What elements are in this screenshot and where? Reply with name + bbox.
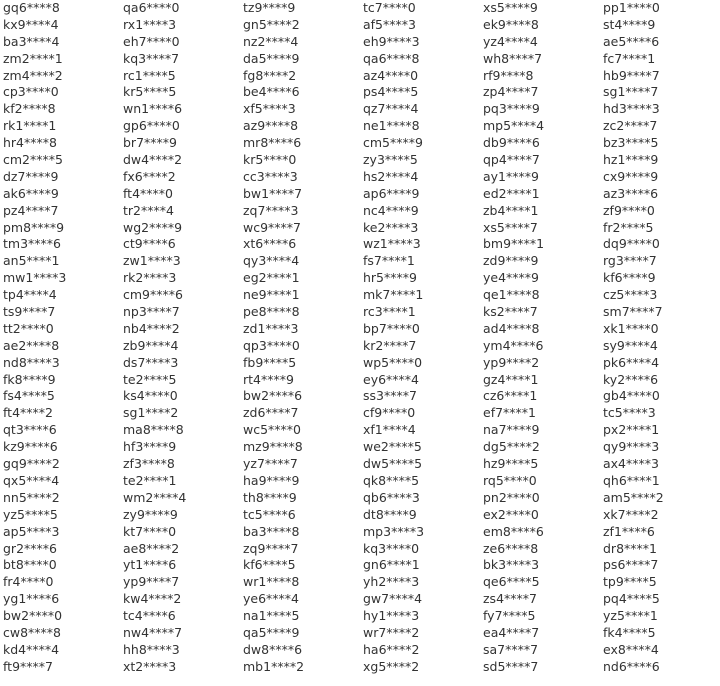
- masked-id-cell: kf2****8: [3, 101, 56, 117]
- masked-id-cell: zf1****6: [603, 523, 655, 539]
- masked-id-cell: zp4****7: [483, 84, 539, 100]
- masked-id-cell: ke2****3: [363, 219, 419, 235]
- masked-id-cell: bw2****0: [3, 608, 63, 624]
- masked-id-cell: sd5****7: [483, 658, 539, 674]
- masked-id-cell: rk1****1: [3, 118, 57, 134]
- masked-id-cell: zd1****3: [243, 320, 299, 336]
- masked-id-cell: ea4****7: [483, 624, 540, 640]
- masked-id-cell: pp1****0: [603, 0, 660, 15]
- masked-id-cell: gb4****0: [603, 388, 660, 404]
- masked-id-cell: wc5****0: [243, 422, 302, 438]
- masked-id-cell: yz5****1: [603, 608, 658, 624]
- masked-id-cell: hf3****9: [123, 439, 177, 455]
- masked-id-cell: eh7****0: [123, 33, 180, 49]
- masked-id-cell: zf9****0: [603, 202, 655, 218]
- masked-id-cell: cf9****0: [363, 405, 416, 421]
- masked-id-cell: ks2****7: [483, 304, 538, 320]
- masked-id-cell: kq3****7: [123, 50, 180, 66]
- masked-id-cell: wz1****3: [363, 236, 421, 252]
- masked-id-cell: nd8****3: [3, 354, 60, 370]
- masked-id-cell: cw8****8: [3, 624, 62, 640]
- masked-id-cell: ym4****6: [483, 337, 544, 353]
- masked-id-cell: zb4****1: [483, 202, 539, 218]
- masked-id-cell: xs5****9: [483, 0, 538, 15]
- masked-id-cell: kf6****9: [603, 270, 656, 286]
- masked-id-cell: na7****9: [483, 422, 540, 438]
- masked-id-cell: wc9****7: [243, 219, 302, 235]
- masked-id-cell: fc7****1: [603, 50, 656, 66]
- masked-id-cell: wm2****4: [123, 489, 187, 505]
- masked-id-cell: dq9****0: [603, 236, 660, 252]
- masked-id-cell: xt6****6: [243, 236, 297, 252]
- masked-id-cell: ts9****7: [3, 304, 56, 320]
- masked-id-cell: bt8****0: [3, 557, 57, 573]
- masked-id-cell: yp9****2: [483, 354, 540, 370]
- masked-id-cell: pk6****4: [603, 354, 660, 370]
- masked-id-cell: gn6****1: [363, 557, 420, 573]
- masked-id-cell: da5****9: [243, 50, 300, 66]
- masked-id-cell: tc7****0: [363, 0, 416, 15]
- masked-id-cell: th8****9: [243, 489, 297, 505]
- masked-id-cell: cp3****0: [3, 84, 59, 100]
- masked-id-cell: bw1****7: [243, 185, 303, 201]
- masked-id-cell: az3****6: [603, 185, 659, 201]
- masked-id-cell: nw4****7: [123, 624, 183, 640]
- masked-id-cell: hz9****5: [483, 456, 539, 472]
- masked-id-cell: ye6****4: [243, 591, 299, 607]
- masked-id-cell: dz7****9: [3, 168, 59, 184]
- masked-id-cell: ft4****0: [123, 185, 173, 201]
- masked-id-cell: fk4****5: [603, 624, 656, 640]
- masked-id-cell: sy9****4: [603, 337, 658, 353]
- masked-id-cell: cm2****5: [3, 152, 63, 168]
- masked-id-cell: qa5****9: [243, 624, 300, 640]
- masked-id-cell: px2****1: [603, 422, 660, 438]
- masked-id-cell: ne9****1: [243, 287, 300, 303]
- masked-id-cell: zy3****5: [363, 152, 418, 168]
- masked-id-cell: mb1****2: [243, 658, 305, 674]
- masked-id-cell: zs4****7: [483, 591, 537, 607]
- masked-id-cell: cm5****9: [363, 135, 423, 151]
- masked-id-cell: rf9****8: [483, 67, 534, 83]
- masked-id-cell: mr8****6: [243, 135, 302, 151]
- masked-id-cell: be4****6: [243, 84, 300, 100]
- masked-id-cell: ef7****1: [483, 405, 536, 421]
- masked-id-cell: dr8****1: [603, 540, 657, 556]
- masked-id-cell: ne1****8: [363, 118, 420, 134]
- masked-id-cell: yg1****6: [3, 591, 60, 607]
- masked-id-cell: cx9****9: [603, 168, 659, 184]
- masked-id-cell: nb4****2: [123, 320, 180, 336]
- masked-id-cell: tr2****4: [123, 202, 174, 218]
- masked-id-cell: cc3****3: [243, 168, 298, 184]
- masked-id-cell: gz4****1: [483, 371, 539, 387]
- masked-id-cell: ae5****6: [603, 33, 660, 49]
- masked-id-cell: na1****5: [243, 608, 300, 624]
- masked-id-cell: dw5****5: [363, 456, 423, 472]
- masked-id-cell: fr2****5: [603, 219, 654, 235]
- masked-id-cell: bp7****0: [363, 320, 420, 336]
- masked-id-cell: mz9****8: [243, 439, 303, 455]
- masked-id-cell: sa7****7: [483, 641, 539, 657]
- masked-id-cell: zd9****9: [483, 253, 539, 269]
- masked-id-cell: ha9****9: [243, 472, 300, 488]
- masked-id-cell: az9****8: [243, 118, 299, 134]
- masked-id-cell: rq5****0: [483, 472, 537, 488]
- masked-id-cell: wn1****6: [123, 101, 183, 117]
- masked-id-cell: gw7****4: [363, 591, 423, 607]
- masked-id-cell: wr1****8: [243, 574, 300, 590]
- masked-id-cell: gq6****8: [3, 0, 60, 15]
- masked-id-cell: ek9****8: [483, 16, 539, 32]
- masked-id-cell: fs7****1: [363, 253, 415, 269]
- masked-id-cell: ay1****9: [483, 168, 539, 184]
- masked-id-cell: fk8****9: [3, 371, 56, 387]
- masked-id-cell: rx1****3: [123, 16, 177, 32]
- masked-id-cell: yz7****7: [243, 456, 298, 472]
- masked-id-cell: yp9****7: [123, 574, 180, 590]
- masked-id-cell: af5****3: [363, 16, 416, 32]
- masked-id-cell: ky2****6: [603, 371, 659, 387]
- masked-id-cell: az4****0: [363, 67, 419, 83]
- masked-id-cell: ed2****1: [483, 185, 540, 201]
- masked-id-cell: ey6****4: [363, 371, 419, 387]
- masked-id-cell: zq9****7: [243, 540, 299, 556]
- masked-id-cell: sg1****7: [603, 84, 659, 100]
- masked-id-cell: pm8****9: [3, 219, 65, 235]
- masked-id-cell: hy1****3: [363, 608, 420, 624]
- masked-id-cell: mp5****4: [483, 118, 545, 134]
- masked-id-cell: we2****5: [363, 439, 422, 455]
- masked-id-cell: kd4****4: [3, 641, 60, 657]
- masked-id-cell: qt3****6: [3, 422, 57, 438]
- masked-id-cell: ye4****9: [483, 270, 539, 286]
- masked-id-cell: ae8****2: [123, 540, 180, 556]
- masked-id-cell: qb6****3: [363, 489, 420, 505]
- masked-id-cell: sm7****7: [603, 304, 663, 320]
- masked-id-cell: ct9****6: [123, 236, 176, 252]
- masked-id-cell: xf1****4: [363, 422, 416, 438]
- masked-id-cell: kx9****4: [3, 16, 59, 32]
- masked-id-cell: qa6****8: [363, 50, 420, 66]
- masked-id-cell: ax4****3: [603, 456, 659, 472]
- masked-id-cell: ps6****7: [603, 557, 659, 573]
- masked-id-cell: ma8****8: [123, 422, 184, 438]
- masked-id-cell: xf5****3: [243, 101, 296, 117]
- masked-id-cell: ba3****8: [243, 523, 300, 539]
- masked-id-cell: cz6****1: [483, 388, 538, 404]
- masked-id-cell: kw4****2: [123, 591, 182, 607]
- masked-id-cell: fr4****0: [3, 574, 54, 590]
- masked-id-cell: mw1****3: [3, 270, 67, 286]
- masked-id-cell: yz5****5: [3, 506, 58, 522]
- masked-id-cell: mk7****1: [363, 287, 424, 303]
- masked-id-cell: kr5****5: [123, 84, 177, 100]
- masked-id-cell: rg3****7: [603, 253, 657, 269]
- masked-id-cell: tt2****0: [3, 320, 54, 336]
- masked-id-cell: zm4****2: [3, 67, 63, 83]
- masked-id-cell: ex8****4: [603, 641, 659, 657]
- masked-id-cell: hh8****3: [123, 641, 180, 657]
- masked-id-cell: pe8****8: [243, 304, 300, 320]
- masked-id-cell: bz3****5: [603, 135, 659, 151]
- masked-id-cell: fx6****2: [123, 168, 176, 184]
- masked-id-cell: em8****6: [483, 523, 544, 539]
- masked-id-cell: gq9****2: [3, 456, 60, 472]
- masked-id-cell: qk8****5: [363, 472, 420, 488]
- masked-id-cell: kr2****7: [363, 337, 417, 353]
- masked-id-cell: rk2****3: [123, 270, 177, 286]
- masked-id-cell: xg5****2: [363, 658, 420, 674]
- masked-id-cell: yh2****3: [363, 574, 420, 590]
- masked-id-cell: ex2****0: [483, 506, 539, 522]
- masked-id-cell: qe6****5: [483, 574, 540, 590]
- masked-id-cell: ft9****7: [3, 658, 53, 674]
- masked-id-cell: ap6****9: [363, 185, 420, 201]
- masked-id-cell: pn2****0: [483, 489, 540, 505]
- masked-id-cell: mp3****3: [363, 523, 425, 539]
- masked-id-cell: kt7****0: [123, 523, 177, 539]
- masked-id-cell: kq3****0: [363, 540, 420, 556]
- masked-id-cell: te2****1: [123, 472, 177, 488]
- masked-id-cell: ps4****5: [363, 84, 419, 100]
- masked-id-cell: nc4****9: [363, 202, 419, 218]
- masked-id-cell: ss3****7: [363, 388, 417, 404]
- masked-id-cell: dt8****9: [363, 506, 417, 522]
- masked-id-cell: xt2****3: [123, 658, 177, 674]
- masked-id-cell: qy9****3: [603, 439, 660, 455]
- masked-id-cell: eg2****1: [243, 270, 300, 286]
- masked-id-cell: gp6****0: [123, 118, 180, 134]
- masked-id-cell: nn5****2: [3, 489, 60, 505]
- masked-id-cell: ae2****8: [3, 337, 60, 353]
- masked-id-cell: hd3****3: [603, 101, 660, 117]
- masked-id-cell: zy9****9: [123, 506, 178, 522]
- masked-id-cell: zc2****7: [603, 118, 658, 134]
- masked-id-cell: ks4****0: [123, 388, 178, 404]
- masked-id-cell: ak6****9: [3, 185, 59, 201]
- masked-id-cell: hz1****9: [603, 152, 659, 168]
- masked-id-cell: tc5****3: [603, 405, 656, 421]
- masked-id-cell: rt4****9: [243, 371, 294, 387]
- masked-id-cell: xk7****2: [603, 506, 659, 522]
- masked-id-cell: wp5****0: [363, 354, 423, 370]
- masked-id-cell: zb9****4: [123, 337, 179, 353]
- masked-id-cell: rc1****5: [123, 67, 176, 83]
- masked-id-cell: ds7****3: [123, 354, 179, 370]
- masked-id-cell: qz7****4: [363, 101, 419, 117]
- masked-id-cell: ha6****2: [363, 641, 420, 657]
- masked-id-cell: dw8****6: [243, 641, 303, 657]
- masked-id-cell: xk1****0: [603, 320, 659, 336]
- masked-id-cell: qp3****0: [243, 337, 300, 353]
- masked-id-cell: kf6****5: [243, 557, 296, 573]
- masked-id-cell: hr4****8: [3, 135, 57, 151]
- masked-id-cell: qh6****1: [603, 472, 660, 488]
- masked-id-cell: qe1****8: [483, 287, 540, 303]
- masked-id-cell: te2****5: [123, 371, 177, 387]
- masked-id-cell: ad4****8: [483, 320, 540, 336]
- masked-id-cell: zw1****3: [123, 253, 181, 269]
- masked-id-cell: dw4****2: [123, 152, 183, 168]
- masked-id-cell: gr2****6: [3, 540, 57, 556]
- masked-id-cell: qa6****0: [123, 0, 180, 15]
- masked-id-cell: tc5****6: [243, 506, 296, 522]
- masked-id-cell: yt1****6: [123, 557, 177, 573]
- masked-id-cell: pz4****7: [3, 202, 59, 218]
- masked-id-cell: xs5****7: [483, 219, 538, 235]
- masked-id-cell: sg1****2: [123, 405, 179, 421]
- masked-id-cell: am5****2: [603, 489, 664, 505]
- masked-id-cell: gn5****2: [243, 16, 300, 32]
- masked-id-cell: br7****9: [123, 135, 177, 151]
- masked-id-cell: db9****6: [483, 135, 540, 151]
- masked-id-cell: fy7****5: [483, 608, 536, 624]
- masked-id-cell: kz9****6: [3, 439, 58, 455]
- masked-id-cell: an5****1: [3, 253, 60, 269]
- masked-id-cell: zf3****8: [123, 456, 175, 472]
- masked-id-cell: cm9****6: [123, 287, 183, 303]
- masked-id-cell: wg2****9: [123, 219, 183, 235]
- masked-id-cell: ft4****2: [3, 405, 53, 421]
- masked-id-cell: np3****7: [123, 304, 180, 320]
- masked-id-cell: wh8****7: [483, 50, 543, 66]
- masked-id-cell: hr5****9: [363, 270, 417, 286]
- masked-id-cell: zq7****3: [243, 202, 299, 218]
- masked-id-cell: fg8****2: [243, 67, 297, 83]
- masked-id-cell: kr5****0: [243, 152, 297, 168]
- masked-id-cell: fs4****5: [3, 388, 55, 404]
- masked-id-cell: cz5****3: [603, 287, 658, 303]
- masked-id-cell: qp4****7: [483, 152, 540, 168]
- masked-id-cell: pq4****5: [603, 591, 660, 607]
- masked-id-cell: hs2****4: [363, 168, 419, 184]
- masked-id-cell: pq3****9: [483, 101, 540, 117]
- masked-id-cell: bm9****1: [483, 236, 545, 252]
- masked-id-cell: ze6****8: [483, 540, 539, 556]
- masked-id-cell: tm3****6: [3, 236, 61, 252]
- masked-id-cell: qy3****4: [243, 253, 300, 269]
- masked-id-table: [3, 0, 720, 686]
- masked-id-cell: fb9****5: [243, 354, 297, 370]
- masked-id-cell: zd6****7: [243, 405, 299, 421]
- masked-id-cell: nd6****6: [603, 658, 660, 674]
- masked-id-cell: tz9****9: [243, 0, 296, 15]
- masked-id-cell: zm2****1: [3, 50, 63, 66]
- masked-id-cell: qx5****4: [3, 472, 60, 488]
- masked-id-cell: tc4****6: [123, 608, 176, 624]
- masked-id-cell: bk3****3: [483, 557, 540, 573]
- masked-id-cell: tp4****4: [3, 287, 57, 303]
- masked-id-cell: yz4****4: [483, 33, 538, 49]
- masked-id-cell: ap5****3: [3, 523, 60, 539]
- masked-id-cell: tp9****5: [603, 574, 657, 590]
- masked-id-cell: dg5****2: [483, 439, 540, 455]
- masked-id-cell: rc3****1: [363, 304, 416, 320]
- masked-id-cell: eh9****3: [363, 33, 420, 49]
- masked-id-cell: hb9****7: [603, 67, 660, 83]
- masked-id-cell: st4****9: [603, 16, 656, 32]
- masked-id-cell: bw2****6: [243, 388, 303, 404]
- masked-id-cell: wr7****2: [363, 624, 420, 640]
- masked-id-cell: nz2****4: [243, 33, 299, 49]
- masked-id-cell: ba3****4: [3, 33, 60, 49]
